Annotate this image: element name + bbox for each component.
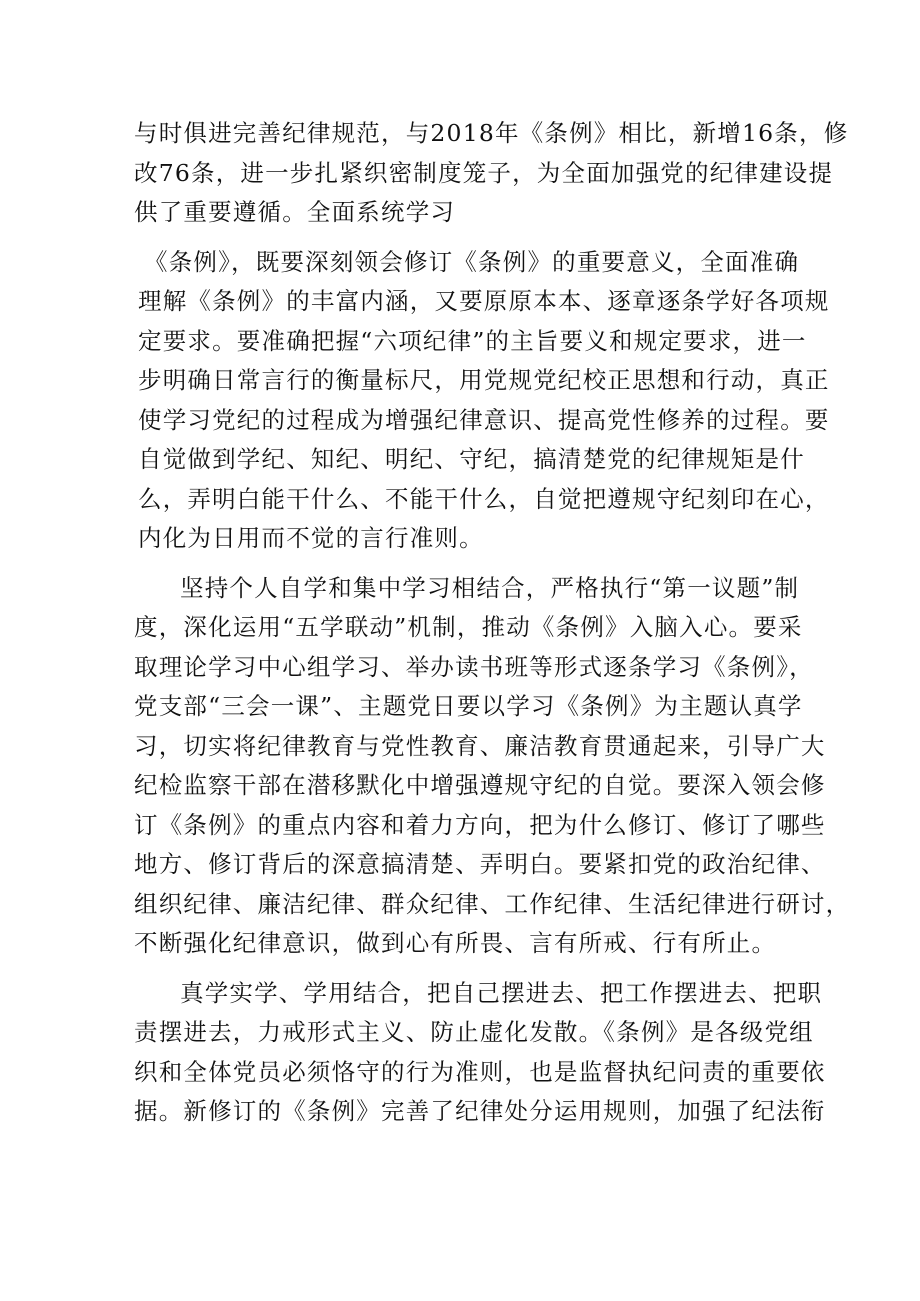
document-body bbox=[134, 114, 851, 1132]
text-line: 据。新修订的《条例》完善了纪律处分运用规则，加强了纪法衔 bbox=[134, 1097, 826, 1125]
text-line: 习，切实将纪律教育与党性教育、廉洁教育贯通起来，引导广大 bbox=[134, 731, 826, 760]
text-line: 改76条，进一步扎紧织密制度笼子，为全面加强党的纪律建设提 bbox=[134, 158, 834, 187]
paragraph-first-line: 坚持个人自学和集中学习相结合，严格执行“第一议题”制 bbox=[180, 573, 800, 602]
text-line: 纪检监察干部在潜移默化中增强遵规守纪的自觉。要深入领会修 bbox=[134, 771, 826, 799]
text-line: 供了重要遵循。全面系统学习 bbox=[134, 198, 456, 226]
text-line: 自觉做到学纪、知纪、明纪、守纪，搞清楚党的纪律规矩是什 bbox=[138, 445, 805, 473]
text-line: 组织纪律、廉洁纪律、群众纪律、工作纪律、生活纪律进行研讨， bbox=[134, 889, 851, 918]
paragraph-first-line: 真学实学、学用结合，把自己摆进去、把工作摆进去、把职 bbox=[180, 978, 823, 1007]
text-line: 责摆进去，力戒形式主义、防止虚化发散。《条例》是各级党组 bbox=[134, 1018, 814, 1046]
text-line: 度，深化运用“五学联动”机制，推动《条例》入脑入心。要采 bbox=[134, 613, 803, 641]
text-line: 《条例》，既要深刻领会修订《条例》的重要意义，全面准确 bbox=[144, 247, 800, 276]
text-line: 么，弄明白能干什么、不能干什么，自觉把遵规守纪刻印在心， bbox=[138, 484, 830, 513]
text-line: 内化为日用而不觉的言行准则。 bbox=[138, 524, 484, 552]
text-line: 步明确日常言行的衡量标尺，用党规党纪校正思想和行动，真正 bbox=[138, 366, 830, 394]
text-line: 不断强化纪律意识，做到心有所畏、言有所戒、行有所止。 bbox=[134, 929, 777, 957]
text-line: 与时俱进完善纪律规范，与2018年《条例》相比，新增16条，修 bbox=[134, 119, 849, 147]
text-line: 取理论学习中心组学习、举办读书班等形式逐条学习《条例》， bbox=[134, 652, 814, 681]
text-line: 理解《条例》的丰富内涵，又要原原本本、逐章逐条学好各项规 bbox=[138, 287, 830, 315]
line-gap bbox=[134, 233, 794, 243]
text-line: 地方、修订背后的深意搞清楚、弄明白。要紧扣党的政治纪律、 bbox=[134, 850, 826, 878]
text-line: 织和全体党员必须恪守的行为准则，也是监督执纪问责的重要依 bbox=[134, 1057, 826, 1086]
text-line: 订《条例》的重点内容和着力方向，把为什么修订、修订了哪些 bbox=[134, 810, 826, 839]
text-line: 定要求。要准确把握“六项纪律”的主旨要义和规定要求，进一 bbox=[138, 326, 807, 355]
line-gap bbox=[134, 559, 794, 569]
line-gap bbox=[134, 964, 794, 974]
text-line: 党支部“三会一课”、主题党日要以学习《条例》为主题认真学 bbox=[134, 692, 803, 720]
text-line: 使学习党纪的过程成为增强纪律意识、提高党性修养的过程。要 bbox=[138, 405, 830, 434]
